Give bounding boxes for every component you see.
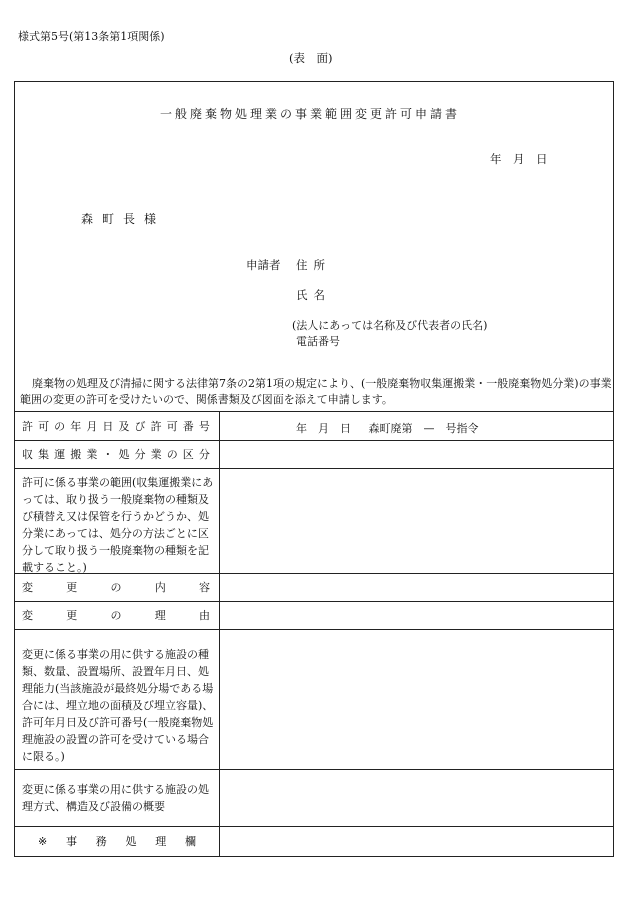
- category-label-char: 搬: [70, 448, 82, 461]
- permit-date-label-char: 年: [70, 420, 82, 433]
- date-line: 年 月 日: [490, 152, 548, 166]
- category-field[interactable]: [220, 441, 613, 468]
- office-use-label-char: 事: [65, 835, 77, 848]
- permit-date-label-char: 可: [38, 420, 50, 433]
- table-row-divider: [14, 411, 614, 412]
- change-content-field[interactable]: [220, 574, 613, 601]
- permit-date-label-char: 及: [118, 420, 130, 433]
- change-content-label: [22, 579, 210, 596]
- permit-date-label-char: 許: [22, 420, 33, 433]
- phone-label: 電話番号: [296, 335, 340, 348]
- permit-date-label-char: 許: [150, 420, 162, 433]
- category-label-char: 分: [134, 448, 146, 461]
- category-label-char: 処: [118, 448, 130, 461]
- method-label: 変更に係る事業の用に供する施設の処理方式、構造及び設備の概要: [22, 783, 209, 813]
- permit-date-label-char: 月: [86, 420, 98, 433]
- category-label-char: 収: [22, 448, 33, 461]
- change-reason-label-char: 由: [199, 609, 210, 622]
- addressee: 森町長様: [81, 212, 166, 226]
- side-label: (表 面): [289, 51, 333, 65]
- permit-date-label-char: 号: [198, 420, 210, 433]
- category-label-char: の: [166, 448, 178, 461]
- permit-value: 年 月 日 森町廃第 — 号指令: [296, 422, 479, 435]
- permit-date-label: [22, 418, 210, 435]
- scope-field[interactable]: [220, 469, 613, 573]
- category-label: [22, 446, 210, 463]
- office-use-label-char: 欄: [184, 835, 196, 848]
- change-reason-label-char: の: [110, 609, 122, 622]
- scope-label: 許可に係る事業の範囲(収集運搬業にあっては、取り扱う一般廃棄物の種類及び積替え又は保管を行うかどうか、処分業にあっては、処分の方法ごとに区分して取り扱う一般廃棄物の種類を記載すること。): [22, 476, 214, 574]
- change-content-label-char: 更: [66, 581, 78, 594]
- category-label-char: 集: [38, 448, 50, 461]
- change-reason-field[interactable]: [220, 602, 613, 629]
- permit-date-label-char: 番: [182, 420, 194, 433]
- category-label-char: 分: [198, 448, 210, 461]
- office-use-field[interactable]: [220, 827, 613, 856]
- change-reason-label: [22, 607, 210, 624]
- change-content-label-char: 容: [199, 581, 210, 594]
- office-use-label-char: ※: [38, 835, 48, 848]
- facility-label: 変更に係る事業の用に供する施設の種類、数量、設置場所、設置年月日、処理能力(当該施設が最終処分場である場合には、埋立地の面積及び埋立容量)、許可年月日及び許可番号(一般廃棄物処理施設の設置の許可を受けている場合に限る。): [22, 648, 214, 763]
- office-use-label-char: 処: [125, 835, 137, 848]
- address-label: 住所: [296, 258, 331, 272]
- change-reason-label-char: 更: [66, 609, 78, 622]
- permit-date-label-char: 日: [102, 420, 114, 433]
- permit-date-label-char: び: [134, 420, 146, 433]
- corporation-note: (法人にあっては名称及び代表者の氏名): [292, 319, 488, 332]
- facility-field[interactable]: [220, 630, 613, 769]
- method-field[interactable]: [220, 770, 613, 826]
- category-label-char: 区: [182, 448, 194, 461]
- change-content-label-char: の: [110, 581, 122, 594]
- permit-date-label-char: 可: [166, 420, 178, 433]
- change-reason-label-char: 変: [22, 609, 33, 622]
- application-statement: 廃棄物の処理及び清掃に関する法律第7条の2第1項の規定により、(一般廃棄物収集運搬業・一般廃棄物処分業)の事業範囲の変更の許可を受けたいので、関係書類及び図面を添えて申請します。: [20, 377, 612, 406]
- form-title: 一般廃棄物処理業の事業範囲変更許可申請書: [160, 107, 461, 121]
- name-label: 氏名: [296, 288, 331, 302]
- office-use-label-char: 理: [155, 835, 167, 848]
- change-reason-label-char: 理: [154, 609, 166, 622]
- office-use-label-char: 務: [95, 835, 107, 848]
- permit-date-label-char: の: [54, 420, 66, 433]
- change-content-label-char: 内: [154, 581, 166, 594]
- form-number: 様式第5号(第13条第1項関係): [18, 30, 165, 43]
- category-label-char: 運: [54, 448, 66, 461]
- category-label-char: ・: [102, 448, 114, 461]
- category-label-char: 業: [86, 448, 98, 461]
- change-content-label-char: 変: [22, 581, 33, 594]
- office-use-label: [38, 833, 196, 850]
- category-label-char: 業: [150, 448, 162, 461]
- applicant-label: 申請者: [246, 258, 281, 272]
